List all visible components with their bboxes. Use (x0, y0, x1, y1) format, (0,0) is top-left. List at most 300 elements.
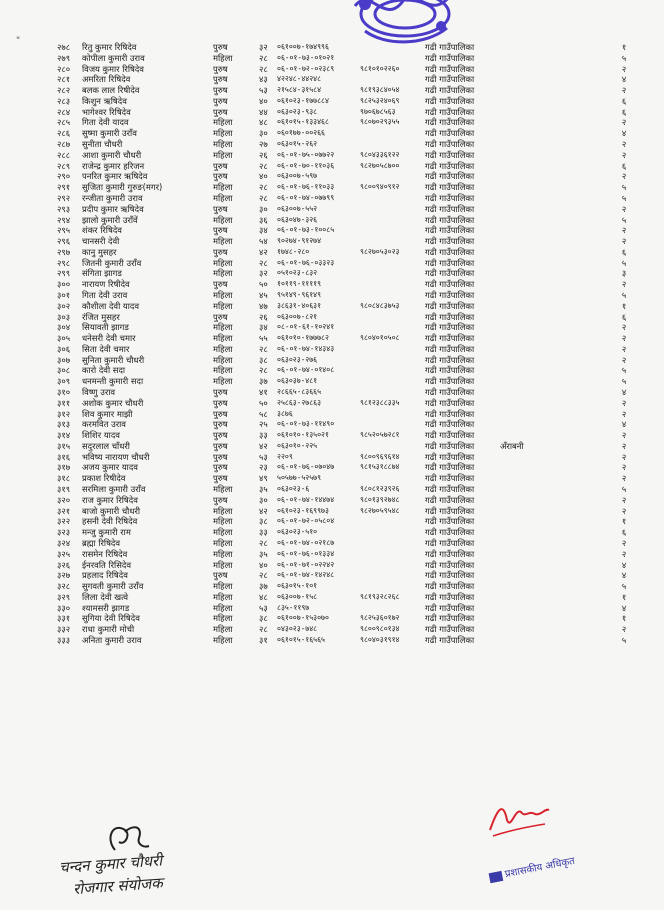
ward-number: १ (621, 591, 627, 602)
municipality: गढी गाउँपालिका (425, 516, 475, 527)
table-row (0, 430, 664, 441)
phone-number: ९८०७०२९३५५ (360, 117, 400, 127)
age: ३८ (259, 354, 268, 365)
gender: महिला (213, 516, 233, 527)
ward-number: १ (621, 42, 627, 52)
serial-number: ३२२ (57, 516, 71, 527)
municipality: गढी गाउँपालिका (425, 289, 475, 300)
citizenship-number: ०६-०१-७६-०३३२३ (277, 257, 335, 267)
municipality: गढी गाउँपालिका (425, 581, 475, 592)
citizenship-number: ०६३००७-५५२ (277, 203, 318, 213)
person-name: नारायण रिषीदेव (82, 279, 130, 290)
table-row (0, 452, 664, 463)
ward-number: २ (621, 624, 627, 635)
serial-number: २७८ (57, 42, 71, 52)
age: ४४ (259, 106, 268, 117)
serial-number: २८९ (57, 160, 71, 171)
serial-number: ३३३ (57, 634, 71, 645)
table-row (0, 344, 664, 355)
person-name: रासमेन रिषिदेव (82, 548, 128, 559)
serial-number: २९९ (57, 268, 71, 279)
ward-number: २ (621, 354, 627, 365)
table-row (0, 258, 664, 269)
municipality: गढी गाउँपालिका (425, 268, 475, 279)
serial-number: ३१७ (57, 462, 71, 473)
stamp-mark-icon (489, 871, 504, 883)
municipality: गढी गाउँपालिका (425, 52, 475, 63)
ward-number: ४ (621, 128, 627, 139)
municipality: गढी गाउँपालिका (425, 473, 475, 484)
person-name: आशा कुमारी चौधरी (82, 149, 142, 160)
citizenship-number: ०६३०३७-४८१ (277, 376, 318, 386)
gender: महिला (213, 548, 233, 559)
citizenship-number: ४२२४८-४४२४८ (277, 74, 322, 84)
gender: पुरुष (213, 430, 228, 441)
gender: महिला (213, 117, 233, 128)
table-row (0, 506, 664, 517)
gender: पुरुष (213, 473, 228, 484)
phone-number: ९८५२०५७२८१ (360, 430, 400, 440)
ward-number: १ (621, 516, 627, 527)
table-row (0, 549, 664, 560)
citizenship-number: ०५१०२३-८३२ (277, 268, 318, 278)
table-row (0, 409, 664, 420)
citizenship-number: ०६-०१-७४-०२१८७ (277, 537, 335, 547)
serial-number: ३१३ (57, 419, 71, 430)
citizenship-number: ०६१०१५-१६५६५ (277, 634, 326, 644)
ward-number: ४ (621, 570, 627, 581)
gender: महिला (213, 602, 233, 613)
beneficiary-table (0, 42, 664, 646)
citizenship-number: ०६-०१-७३-१००८५ (277, 225, 335, 235)
age: २७ (259, 139, 268, 150)
office-stamp-icon (345, 0, 463, 48)
ward-number: ५ (621, 581, 627, 592)
ward-number: ६ (621, 246, 627, 257)
municipality: गढी गाउँपालिका (425, 387, 475, 397)
age: ३५ (259, 548, 268, 559)
person-name: सदुरलाल चाँधरी (82, 440, 130, 451)
person-name: कानु मुसहर (82, 246, 117, 257)
phone-number: ९८१९३२८२६८ (360, 591, 400, 601)
table-row (0, 635, 664, 646)
phone-number: ९८०४०३१९१४ (360, 634, 400, 644)
gender: महिला (213, 624, 233, 635)
gender: महिला (213, 52, 233, 63)
municipality: गढी गाउँपालिका (425, 494, 475, 505)
age: ३२ (259, 268, 268, 279)
citizenship-number: ०६३०१०-२२५ (277, 440, 318, 450)
serial-number: ३२७ (57, 570, 71, 581)
table-row (0, 462, 664, 473)
person-name: भविष्य नारायण चौधरी (82, 451, 150, 462)
age: ५५ (259, 333, 268, 344)
gender: पुरुष (213, 419, 228, 430)
gender: पुरुष (213, 74, 228, 85)
table-row (0, 538, 664, 549)
person-name: ब्रह्मा रिषिदेव (82, 537, 121, 548)
signatory-title: रोजगार संयोजक (72, 873, 164, 899)
person-name: गिता देवी यादव (82, 117, 129, 128)
municipality: गढी गाउँपालिका (425, 462, 475, 473)
age: ३७ (259, 376, 268, 387)
gender: महिला (213, 182, 233, 193)
ward-number: ५ (621, 257, 627, 268)
gender: महिला (213, 214, 233, 225)
person-name: अजय कुमार यादव (82, 462, 138, 473)
serial-number: ३०१ (57, 289, 71, 300)
gender: पुरुष (213, 63, 228, 74)
gender: महिला (213, 591, 233, 602)
ward-number: ५ (621, 289, 627, 300)
citizenship-number: ०६-०१-७४-१४३४३ (277, 343, 335, 353)
municipality: गढी गाउँपालिका (425, 419, 475, 430)
ward-number: २ (621, 236, 627, 247)
person-name: गिता देवी उराव (82, 289, 128, 300)
gender: महिला (213, 236, 233, 247)
ward-number: २ (621, 462, 627, 473)
municipality: गढी गाउँपालिका (425, 591, 475, 602)
gender: पुरुष (213, 160, 228, 171)
ward-number: २ (621, 408, 627, 419)
gender: महिला (213, 300, 233, 311)
phone-number: ९८२५३२४०६९ (360, 95, 400, 105)
table-row (0, 64, 664, 75)
age: ५३ (259, 85, 268, 96)
table-row (0, 74, 664, 85)
serial-number: ३०५ (57, 333, 71, 344)
person-name: प्रदीप कुमार ऋषिदेव (82, 203, 144, 214)
serial-number: ३२६ (57, 559, 71, 570)
serial-number: २९० (57, 171, 71, 182)
municipality: गढी गाउँपालिका (425, 527, 475, 538)
table-row (0, 85, 664, 96)
citizenship-number: २२०९ (277, 451, 293, 461)
phone-number: ९८०१३९२७४८ (360, 494, 400, 504)
person-name: चानसरी देवी (82, 236, 120, 247)
person-name: सुजिता कुमारी गुरुङ(मगर) (82, 182, 163, 193)
age: २३ (259, 462, 268, 473)
person-name: किशुन ऋषिदेव (82, 95, 127, 106)
signature-right-text: प्रशासकीय अधिकृत (504, 855, 576, 881)
table-row (0, 527, 664, 538)
municipality: गढी गाउँपालिका (425, 85, 475, 96)
person-name: विष्णु उराव (82, 387, 116, 397)
municipality: गढी गाउँपालिका (425, 236, 475, 247)
municipality: गढी गाउँपालिका (425, 182, 475, 193)
age: २८ (259, 160, 268, 171)
age: ३० (259, 128, 268, 139)
serial-number: ३२३ (57, 527, 71, 538)
gender: महिला (213, 343, 233, 354)
phone-number: ९८००९४०९१२ (360, 182, 400, 192)
citizenship-number: ०६१०१०-१७७७८२ (277, 333, 329, 343)
person-name: विजय कुमार रिषिदेव (82, 63, 144, 74)
phone-number: ९८२७०५९५४८ (360, 505, 400, 515)
ward-number: २ (621, 505, 627, 516)
phone-number: ९८२७०५८७०० (360, 160, 400, 170)
serial-number: २८३ (57, 95, 71, 106)
gender: पुरुष (213, 246, 228, 257)
citizenship-number: ०६३००७-५९७ (277, 171, 318, 181)
table-row (0, 322, 664, 333)
table-row (0, 96, 664, 107)
person-name: अनिता कुमारी उराव (82, 634, 142, 645)
gender: पुरुष (213, 462, 228, 473)
citizenship-number: ०४३०२३-७४८ (277, 624, 318, 634)
citizenship-number: ०६३००७-१५८ (277, 591, 318, 601)
citizenship-number: २१५८४-३१५८४ (277, 85, 322, 95)
serial-number: ३१५ (57, 440, 71, 451)
citizenship-number: १७४८-२८० (277, 246, 310, 256)
table-row (0, 171, 664, 182)
citizenship-number: ०६-०१-७३-०१०२१ (277, 52, 335, 62)
gender: महिला (213, 559, 233, 570)
table-row (0, 53, 664, 64)
municipality: गढी गाउँपालिका (425, 559, 475, 570)
age: ३० (259, 494, 268, 505)
age: २६ (259, 311, 268, 322)
ward-number: १ (621, 300, 627, 311)
ward-number: २ (621, 63, 627, 74)
age: २८ (259, 365, 268, 376)
ward-number: ६ (621, 106, 627, 117)
serial-number: ३३१ (57, 613, 71, 624)
page-mark: " (16, 36, 21, 46)
age: ४२ (259, 505, 268, 516)
gender: पुरुष (213, 42, 228, 52)
phone-number: ९७०६७८५६३ (360, 106, 396, 116)
municipality: गढी गाउँपालिका (425, 139, 475, 150)
serial-number: ३२५ (57, 548, 71, 559)
serial-number: २८४ (57, 106, 71, 117)
table-row (0, 128, 664, 139)
person-name: रंजित मुसहर (82, 311, 120, 322)
person-name: बलक लाल रिषीदेव (82, 85, 140, 96)
person-name: कौशीला देवी यादव (82, 300, 140, 311)
age: २८ (259, 63, 268, 74)
age: ५० (259, 279, 268, 290)
serial-number: ३१४ (57, 430, 71, 441)
gender: पुरुष (213, 279, 228, 290)
ward-number: २ (621, 85, 627, 96)
table-row (0, 139, 664, 150)
citizenship-number: ०६३०२३-२७६ (277, 354, 318, 364)
age: ४१ (259, 387, 268, 397)
age: ३१ (259, 634, 268, 645)
municipality: गढी गाउँपालिका (425, 300, 475, 311)
signature-mid-icon (485, 790, 555, 838)
serial-number: ३२१ (57, 505, 71, 516)
age: २८ (259, 537, 268, 548)
gender: महिला (213, 149, 233, 160)
ward-number: १ (621, 613, 627, 624)
municipality: गढी गाउँपालिका (425, 484, 475, 495)
serial-number: ३०९ (57, 376, 71, 387)
ward-number: २ (621, 537, 627, 548)
municipality: गढी गाउँपालिका (425, 624, 475, 635)
serial-number: ३३० (57, 602, 71, 613)
person-name: जितनी कुमारी उराँव (82, 257, 142, 268)
ward-number: ४ (621, 387, 627, 397)
municipality: गढी गाउँपालिका (425, 397, 475, 408)
age: ३८ (259, 613, 268, 624)
table-row (0, 592, 664, 603)
person-name: झालो कुमारी उराँवें (82, 214, 138, 225)
age: ३३ (259, 527, 268, 538)
table-row (0, 613, 664, 624)
person-name: कारो देवी सदा (82, 365, 126, 376)
age: २५ (259, 419, 268, 430)
serial-number: २८७ (57, 139, 71, 150)
age: ४८ (259, 591, 268, 602)
serial-number: ३२८ (57, 581, 71, 592)
ward-number: ६ (621, 160, 627, 171)
citizenship-number: ८३५-११९७ (277, 602, 310, 612)
person-name: रन्जीता कुमारी उराव (82, 192, 143, 203)
ward-number: २ (621, 548, 627, 559)
municipality: गढी गाउँपालिका (425, 376, 475, 387)
phone-number: ९८०८४८३७५३ (360, 300, 400, 310)
serial-number: ३१० (57, 387, 71, 397)
serial-number: ३१८ (57, 473, 71, 484)
serial-number: ३०६ (57, 343, 71, 354)
serial-number: २९५ (57, 225, 71, 236)
age: २८ (259, 570, 268, 581)
table-row (0, 117, 664, 128)
citizenship-number: ०६१०२३-१६९९७३ (277, 505, 329, 515)
serial-number: ३०४ (57, 322, 71, 333)
age: ३३ (259, 430, 268, 441)
person-name: लिला देवी खत्वे (82, 591, 129, 602)
gender: महिला (213, 634, 233, 645)
gender: पुरुष (213, 225, 228, 236)
table-row (0, 247, 664, 258)
person-name: बाजो कुमारी चौधरी (82, 505, 141, 516)
serial-number: २९७ (57, 246, 71, 257)
citizenship-number: ०६१०२३-१७७८८४ (277, 95, 329, 105)
age: ३० (259, 203, 268, 214)
citizenship-number: ०६३०२३-९३८ (277, 106, 318, 116)
age: ३२ (259, 42, 268, 52)
municipality: गढी गाउँपालिका (425, 354, 475, 365)
serial-number: २९१ (57, 182, 71, 193)
ward-number: २ (621, 343, 627, 354)
table-row (0, 387, 664, 398)
person-name: सुनिता कुमारी चौधरी (82, 354, 145, 365)
citizenship-number: ०६-०१-७३-११४९० (277, 419, 335, 429)
municipality: गढी गाउँपालिका (425, 537, 475, 548)
table-row (0, 473, 664, 484)
citizenship-number: ३८७६ (277, 408, 293, 418)
person-name: धनेसरी देवी चमार (82, 333, 136, 344)
municipality: गढी गाउँपालिका (425, 333, 475, 344)
citizenship-number: ०८-०१-६१-१०२४१ (277, 322, 335, 332)
municipality: गढी गाउँपालिका (425, 42, 475, 52)
person-name: कोपीला कुमारी उराव (82, 52, 145, 63)
serial-number: २८० (57, 63, 71, 74)
citizenship-number: ०६-०१-७४-१४४७४ (277, 494, 335, 504)
ward-number: २ (621, 171, 627, 182)
table-row (0, 42, 664, 53)
table-row (0, 161, 664, 172)
municipality: गढी गाउँपालिका (425, 257, 475, 268)
age: ३७ (259, 581, 268, 592)
person-name: राजेन्द्र कुमार हरिजन (82, 160, 145, 171)
person-name: शंकर रिषिदेव (82, 225, 122, 236)
citizenship-number: ०६-०१-७४-०७७९९ (277, 192, 335, 202)
table-row (0, 495, 664, 506)
ward-number: २ (621, 473, 627, 484)
serial-number: ३०३ (57, 311, 71, 322)
citizenship-number: ०६०१७७-००२६६ (277, 128, 326, 138)
person-name: ईनरवति रिसिदेव (82, 559, 131, 570)
person-name: प्रहलाद रिषिदेव (82, 570, 128, 581)
serial-number: ३०७ (57, 354, 71, 365)
citizenship-number: २८६६५-८३६६५ (277, 387, 322, 396)
table-row (0, 150, 664, 161)
ward-number: ४ (621, 419, 627, 430)
age: ४० (259, 171, 268, 182)
gender: महिला (213, 376, 233, 387)
table-row (0, 204, 664, 215)
serial-number: ३१२ (57, 408, 71, 419)
serial-number: ३११ (57, 397, 71, 408)
gender: महिला (213, 505, 233, 516)
ward-number: २ (621, 203, 627, 214)
ward-number: ३ (621, 268, 627, 279)
phone-number: ९८१९३८४०५४ (360, 85, 400, 95)
citizenship-number: ०६१०१५-१३३४६८ (277, 117, 329, 127)
age: ३४ (259, 225, 268, 236)
table-row (0, 624, 664, 635)
table-row (0, 355, 664, 366)
age: ४९ (259, 473, 268, 484)
gender: महिला (213, 128, 233, 139)
municipality: गढी गाउँपालिका (425, 149, 475, 160)
gender: पुरुष (213, 440, 228, 451)
age: ३४ (259, 322, 268, 333)
table-row (0, 365, 664, 376)
citizenship-number: ०६३०१५-१०१ (277, 581, 318, 591)
gender: पुरुष (213, 106, 228, 117)
age: ५४ (259, 236, 268, 247)
citizenship-number: ०६-०१-७२-०२३८९ (277, 63, 335, 73)
age: ३५ (259, 484, 268, 495)
ward-number: ४ (621, 559, 627, 570)
gender: पुरुष (213, 203, 228, 214)
municipality: गढी गाउँपालिका (425, 570, 475, 581)
municipality: गढी गाउँपालिका (425, 343, 475, 354)
ward-number: २ (621, 440, 627, 451)
age: ४३ (259, 74, 268, 85)
person-name: शिशिर यादव (82, 430, 120, 441)
serial-number: २९४ (57, 214, 71, 225)
age: २८ (259, 257, 268, 268)
phone-number: ९८२५३६०१७२ (360, 613, 400, 623)
gender: महिला (213, 484, 233, 495)
municipality: गढी गाउँपालिका (425, 106, 475, 117)
municipality: गढी गाउँपालिका (425, 246, 475, 257)
age: ४२ (259, 246, 268, 257)
age: ५० (259, 397, 268, 408)
table-row (0, 225, 664, 236)
serial-number: २९६ (57, 236, 71, 247)
serial-number: ३३२ (57, 624, 71, 635)
phone-number: ९८०८१२३९२६ (360, 484, 400, 494)
person-name: सुगिया देवी रिषिदेव (82, 613, 140, 624)
signatory-name: चन्दन कुमार चौधरी (58, 851, 163, 877)
